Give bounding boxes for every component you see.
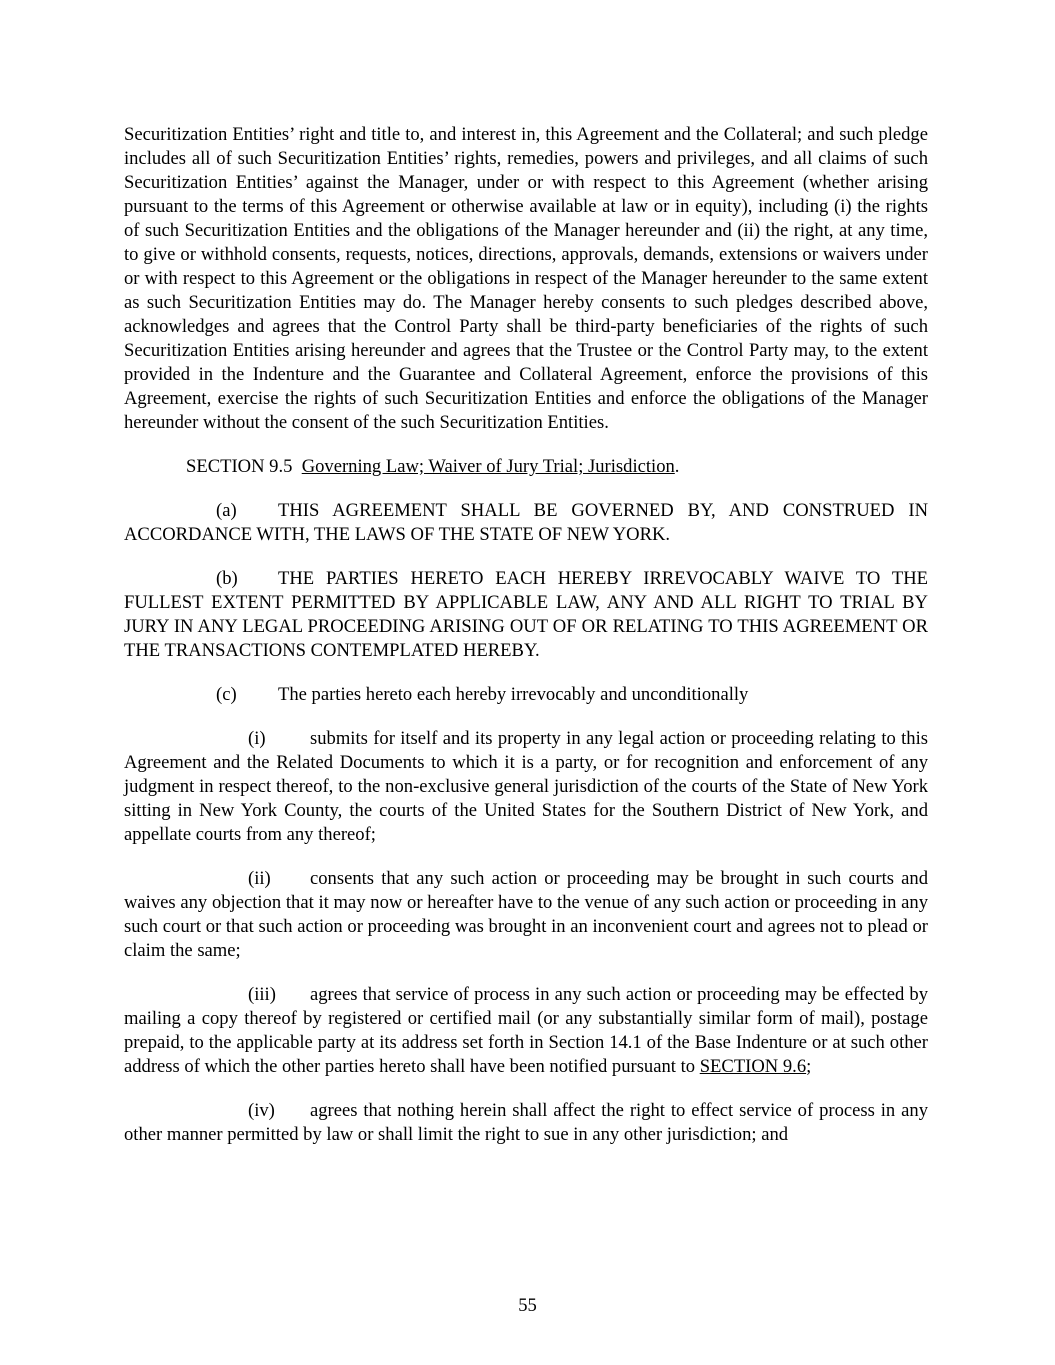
intro-paragraph: Securitization Entities’ right and title to, and interest in, this Agreement and the Collateral; and such pledge includes all of such Securitization Entities’ rights, remedies, powers and privileges, and all claims of such Securitization Entities’ against the Manager, under or with respect to this Agreement (whether arising pursuant to the terms of this Agreement or otherwise available at law or in equity), including (i) the rights of such Securitization Entities and the obligations of the Manager hereunder and (ii) the right, at any time, to give or withhold consents, requests, notices, directions, approvals, demands, extensions or waivers under or with respect to this Agreement or the obligations in respect of the Manager hereunder to the same extent as such Securitization Entities may do. The Manager hereby consents to such pledges described above, acknowledges and agrees that the Control Party shall be third-party beneficiaries of the rights of such Securitization Entities arising hereunder and agrees that the Trustee or the Control Party may, to the extent provided in the Indenture and the Guarantee and Collateral Agreement, enforce the provisions of this Agreement, exercise the rights of such Securitization Entities and enforce the obligations of the Manager hereunder without the consent of the such Securitization Entities. xyxy=(124,124,928,433)
clause-b-marker: (b) xyxy=(216,568,238,589)
sub-clause-iii-marker: (iii) xyxy=(248,984,276,1005)
section-heading xyxy=(124,455,928,479)
clause-c-marker: (c) xyxy=(216,684,237,705)
sub-clause-iv xyxy=(124,1099,928,1147)
section-title: Governing Law; Waiver of Jury Trial; Jurisdiction xyxy=(301,456,675,477)
sub-clause-ii-text: consents that any such action or proceeding may be brought in such courts and waives any objection that it may now or hereafter have to the venue of any such action or proceeding in any such court or that such action or proceeding was brought in an inconvenient court and agrees not to plead or claim the same; xyxy=(124,868,928,961)
sub-clause-iii xyxy=(124,983,928,1079)
sub-clause-iv-marker: (iv) xyxy=(248,1100,275,1121)
sub-clause-i-marker: (i) xyxy=(248,728,266,749)
section-9-6-reference: SECTION 9.6 xyxy=(699,1056,807,1077)
sub-clause-ii xyxy=(124,867,928,963)
section-title-suffix: . xyxy=(674,456,680,477)
sub-clause-iv-text: agrees that nothing herein shall affect the right to effect service of process in any other manner permitted by law or shall limit the right to sue in any other jurisdiction; and xyxy=(124,1100,928,1145)
sub-clause-iii-suffix: ; xyxy=(806,1056,812,1077)
clause-c xyxy=(124,683,928,707)
clause-b-text: THE PARTIES HERETO EACH HEREBY IRREVOCABLY WAIVE TO THE FULLEST EXTENT PERMITTED BY APPLICABLE LAW, ANY AND ALL RIGHT TO TRIAL BY JURY IN ANY LEGAL PROCEEDING ARISING OUT OF OR RELATING TO THIS AGREEMENT OR THE TRANSACTIONS CONTEMPLATED HEREBY. xyxy=(124,568,928,661)
clause-a-text: THIS AGREEMENT SHALL BE GOVERNED BY, AND CONSTRUED IN ACCORDANCE WITH, THE LAWS OF THE STATE OF NEW YORK. xyxy=(124,500,928,545)
sub-clause-iii-text: agrees that service of process in any such action or proceeding may be effected by mailing a copy thereof by registered or certified mail (or any substantially similar form of mail), postage prepaid, to the applicable party at its address set forth in Section 14.1 of the Base Indenture or at such other address of which the other parties hereto shall have been notified pursuant to xyxy=(124,984,928,1077)
clause-b xyxy=(124,567,928,663)
sub-clause-i-text: submits for itself and its property in any legal action or proceeding relating to this Agreement and the Related Documents to which it is a party, or for recognition and enforcement of any judgment in respect thereof, to the non-exclusive general jurisdiction of the courts of the State of New York sitting in New York County, the courts of the United States for the Southern District of New York, and appellate courts from any thereof; xyxy=(124,728,928,845)
sub-clause-ii-marker: (ii) xyxy=(248,868,271,889)
section-number: SECTION 9.5 xyxy=(186,456,293,477)
sub-clause-i xyxy=(124,727,928,847)
page-number: 55 xyxy=(518,1295,537,1316)
document-page xyxy=(124,123,928,1167)
clause-a xyxy=(124,499,928,547)
clause-a-marker: (a) xyxy=(216,500,237,521)
clause-c-text: The parties hereto each hereby irrevocably and unconditionally xyxy=(278,684,749,705)
